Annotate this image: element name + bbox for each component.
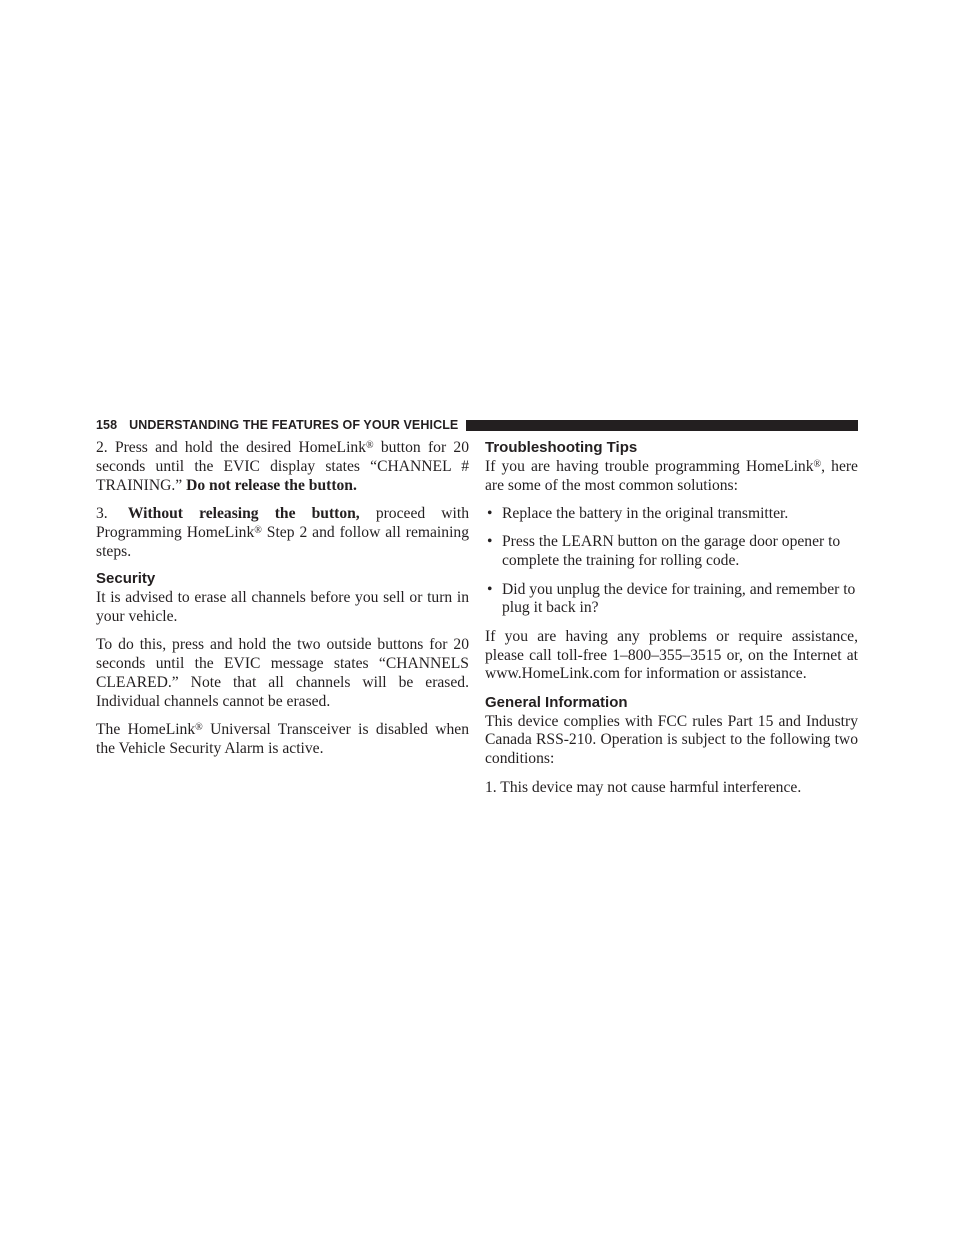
general-item-1: 1. This device may not cause harmful interference. <box>485 778 802 796</box>
left-column <box>96 439 469 768</box>
page-number: 158 <box>96 418 118 432</box>
list-item <box>485 533 858 571</box>
step-3-text-b: Step 2 and follow all remaining steps. <box>96 523 469 560</box>
security-paragraph-3 <box>96 721 469 759</box>
security-p3-text-a: The HomeLink <box>96 721 196 739</box>
security-p3-text-b: Universal Transceiver is disabled when the Vehicle Security Alarm is active. <box>96 721 469 757</box>
registered-mark: ® <box>195 722 203 734</box>
security-paragraph-2: To do this, press and hold the two outside buttons for 20 seconds until the EVIC message states “CHANNELS CLEARED.” Note that all channels will be erased. Individual channels cannot be erased. <box>96 636 469 710</box>
bullet-icon: • <box>487 580 493 598</box>
bullet-icon: • <box>487 533 493 551</box>
step-3-text-a: proceed with Programming HomeLink <box>96 504 469 541</box>
registered-mark: ® <box>254 524 262 536</box>
step-2-text-b: button for 20 seconds until the EVIC display states “CHANNEL # TRAINING.” <box>96 439 470 494</box>
page-header <box>96 417 858 433</box>
general-paragraph-1: This device complies with FCC rules Part 15 and Industry Canada RSS-210. Operation is subject to the following two conditions: <box>485 712 858 768</box>
step-3-paragraph <box>96 505 469 561</box>
registered-mark: ® <box>813 458 822 470</box>
troubleshooting-intro-text-a: If you are having trouble programming HomeLink <box>485 457 814 475</box>
security-heading: Security <box>96 570 156 588</box>
troubleshooting-intro <box>485 458 858 496</box>
list-item <box>485 581 858 619</box>
list-item-text: Did you unplug the device for training, and remember to plug it back in? <box>502 580 856 617</box>
assistance-paragraph: If you are having any problems or require assistance, please call toll-free 1–800–355–3515 or, on the Internet at www.HomeLink.com for information or assistance. <box>485 627 858 683</box>
bullet-icon: • <box>487 504 493 522</box>
step-2-bold: Do not release the button. <box>186 476 357 494</box>
list-item-text: Press the LEARN button on the garage door opener to complete the training for rolling code. <box>502 533 841 570</box>
registered-mark: ® <box>366 440 374 451</box>
right-column <box>485 439 858 807</box>
header-rule-bar <box>466 420 858 431</box>
section-title: UNDERSTANDING THE FEATURES OF YOUR VEHICLE <box>129 418 459 432</box>
security-paragraph-1: It is advised to erase all channels before you sell or turn in your vehicle. <box>96 589 469 625</box>
step-3-number: 3. <box>96 504 108 522</box>
list-item-text: Replace the battery in the original transmitter. <box>502 504 789 522</box>
troubleshooting-heading: Troubleshooting Tips <box>485 439 638 456</box>
step-2-paragraph <box>96 439 469 495</box>
step-2-text-a: 2. Press and hold the desired HomeLink <box>96 439 367 456</box>
step-3-bold: Without releasing the button, <box>127 504 360 522</box>
troubleshooting-intro-text-b: , here are some of the most common solutions: <box>485 457 858 494</box>
list-item <box>485 505 858 524</box>
troubleshooting-list <box>485 505 858 618</box>
general-information-heading: General Information <box>485 693 628 711</box>
